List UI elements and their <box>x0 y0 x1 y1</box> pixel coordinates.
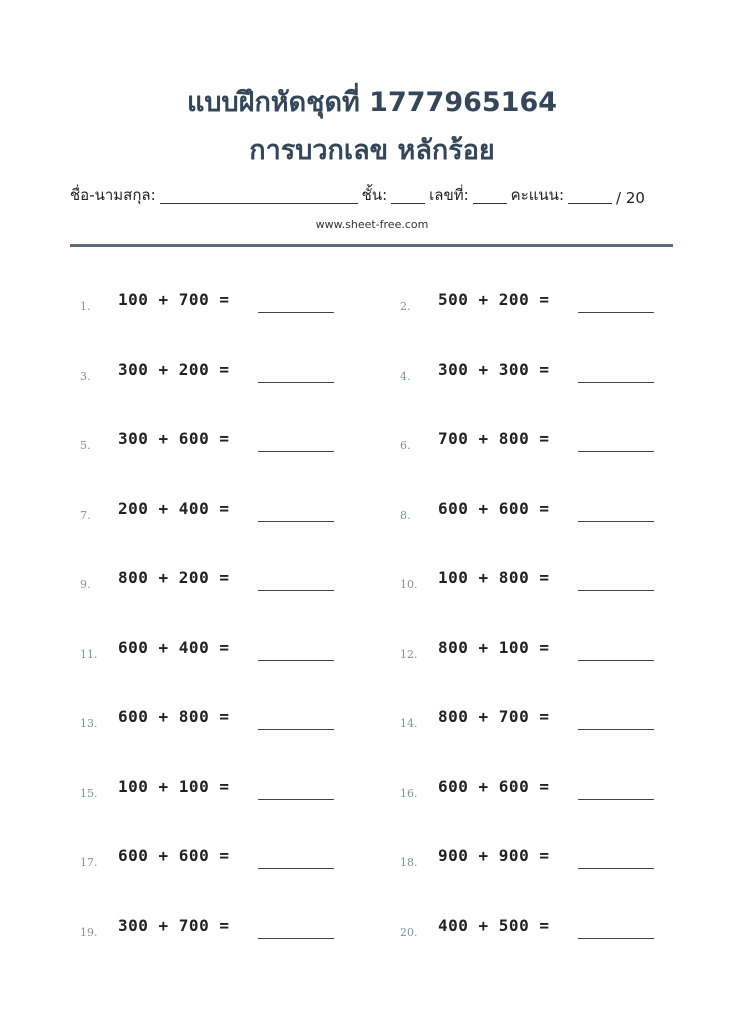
problem-number: 13. <box>80 717 98 730</box>
problem-number: 9. <box>80 578 91 591</box>
answer-blank[interactable] <box>578 451 654 452</box>
answer-blank[interactable] <box>258 312 334 313</box>
student-number-field[interactable] <box>473 186 507 204</box>
problem-expression: 700 + 800 = <box>438 429 550 448</box>
problem-number: 6. <box>400 439 411 452</box>
problem-number: 1. <box>80 300 91 313</box>
problem-expression: 900 + 900 = <box>438 846 550 865</box>
problem-number: 16. <box>400 786 418 800</box>
problem-number: 17. <box>80 856 98 869</box>
problem-item <box>400 916 700 946</box>
answer-blank[interactable] <box>578 590 654 591</box>
answer-blank[interactable] <box>258 938 334 939</box>
problem-number: 3. <box>80 369 91 383</box>
problem-item <box>400 707 700 737</box>
answer-blank[interactable] <box>258 521 334 522</box>
answer-blank[interactable] <box>578 868 654 869</box>
answer-blank[interactable] <box>258 451 334 452</box>
problem-number: 5. <box>80 439 91 452</box>
problem-number: 20. <box>400 925 418 939</box>
answer-blank[interactable] <box>258 799 334 800</box>
answer-blank[interactable] <box>578 799 654 800</box>
problem-item <box>400 638 700 668</box>
answer-blank[interactable] <box>578 729 654 730</box>
problem-number: 14. <box>400 717 418 730</box>
problem-item <box>80 360 380 390</box>
score-total: / 20 <box>616 189 645 207</box>
problem-item <box>80 429 380 459</box>
problem-expression: 100 + 700 = <box>118 290 230 309</box>
problem-item <box>400 290 700 320</box>
problem-item <box>400 568 700 598</box>
problem-item <box>80 777 380 807</box>
answer-blank[interactable] <box>578 521 654 522</box>
problem-item <box>80 638 380 668</box>
answer-blank[interactable] <box>258 382 334 383</box>
problem-item <box>400 499 700 529</box>
problem-expression: 800 + 100 = <box>438 637 550 657</box>
answer-blank[interactable] <box>578 938 654 939</box>
student-info-line <box>70 183 670 207</box>
answer-blank[interactable] <box>258 868 334 869</box>
problem-expression: 800 + 700 = <box>438 707 550 726</box>
name-label: ชื่อ-นามสกุล: <box>70 186 156 204</box>
grade-label: ชั้น: <box>361 186 388 204</box>
problem-expression: 400 + 500 = <box>438 915 550 935</box>
problem-expression: 300 + 700 = <box>118 915 230 935</box>
problem-expression: 300 + 200 = <box>118 359 230 379</box>
problem-expression: 300 + 300 = <box>438 359 550 379</box>
number-label: เลขที่: <box>429 186 469 204</box>
problem-number: 11. <box>80 647 98 661</box>
problem-item <box>80 499 380 529</box>
problem-expression: 300 + 600 = <box>118 429 230 448</box>
header-divider <box>70 244 673 247</box>
problem-number: 7. <box>80 508 91 522</box>
problem-expression: 200 + 400 = <box>118 498 230 518</box>
problem-number: 18. <box>400 856 418 869</box>
problem-item <box>400 777 700 807</box>
problem-expression: 800 + 200 = <box>118 568 230 587</box>
answer-blank[interactable] <box>258 660 334 661</box>
score-label: คะแนน: <box>510 186 564 204</box>
problem-item <box>80 290 380 320</box>
problem-expression: 600 + 600 = <box>118 846 230 865</box>
answer-blank[interactable] <box>258 729 334 730</box>
answer-blank[interactable] <box>578 660 654 661</box>
problem-number: 15. <box>80 786 98 800</box>
problem-expression: 600 + 800 = <box>118 707 230 726</box>
problem-item <box>80 568 380 598</box>
problem-expression: 600 + 600 = <box>438 498 550 518</box>
problem-number: 10. <box>400 578 418 591</box>
problem-item <box>80 846 380 876</box>
problem-expression: 500 + 200 = <box>438 290 550 309</box>
answer-blank[interactable] <box>578 382 654 383</box>
problem-expression: 100 + 800 = <box>438 568 550 587</box>
answer-blank[interactable] <box>578 312 654 313</box>
score-field[interactable] <box>568 186 612 204</box>
problem-number: 4. <box>400 369 411 383</box>
problem-expression: 600 + 600 = <box>438 776 550 796</box>
name-field[interactable] <box>160 186 358 204</box>
answer-blank[interactable] <box>258 590 334 591</box>
problem-item <box>80 707 380 737</box>
problem-item <box>400 846 700 876</box>
website-url: www.sheet-free.com <box>315 218 429 231</box>
problem-expression: 600 + 400 = <box>118 637 230 657</box>
problem-expression: 100 + 100 = <box>118 776 230 796</box>
problem-number: 19. <box>80 925 98 939</box>
problem-item <box>400 429 700 459</box>
problem-number: 2. <box>400 300 411 313</box>
problem-item <box>80 916 380 946</box>
worksheet-title: แบบฝึกหัดชุดที่ 1777965164 <box>186 87 558 118</box>
problem-number: 8. <box>400 508 411 522</box>
problem-number: 12. <box>400 647 418 661</box>
worksheet-subtitle: การบวกเลข หลักร้อย <box>249 135 495 166</box>
grade-field[interactable] <box>391 186 425 204</box>
problem-item <box>400 360 700 390</box>
